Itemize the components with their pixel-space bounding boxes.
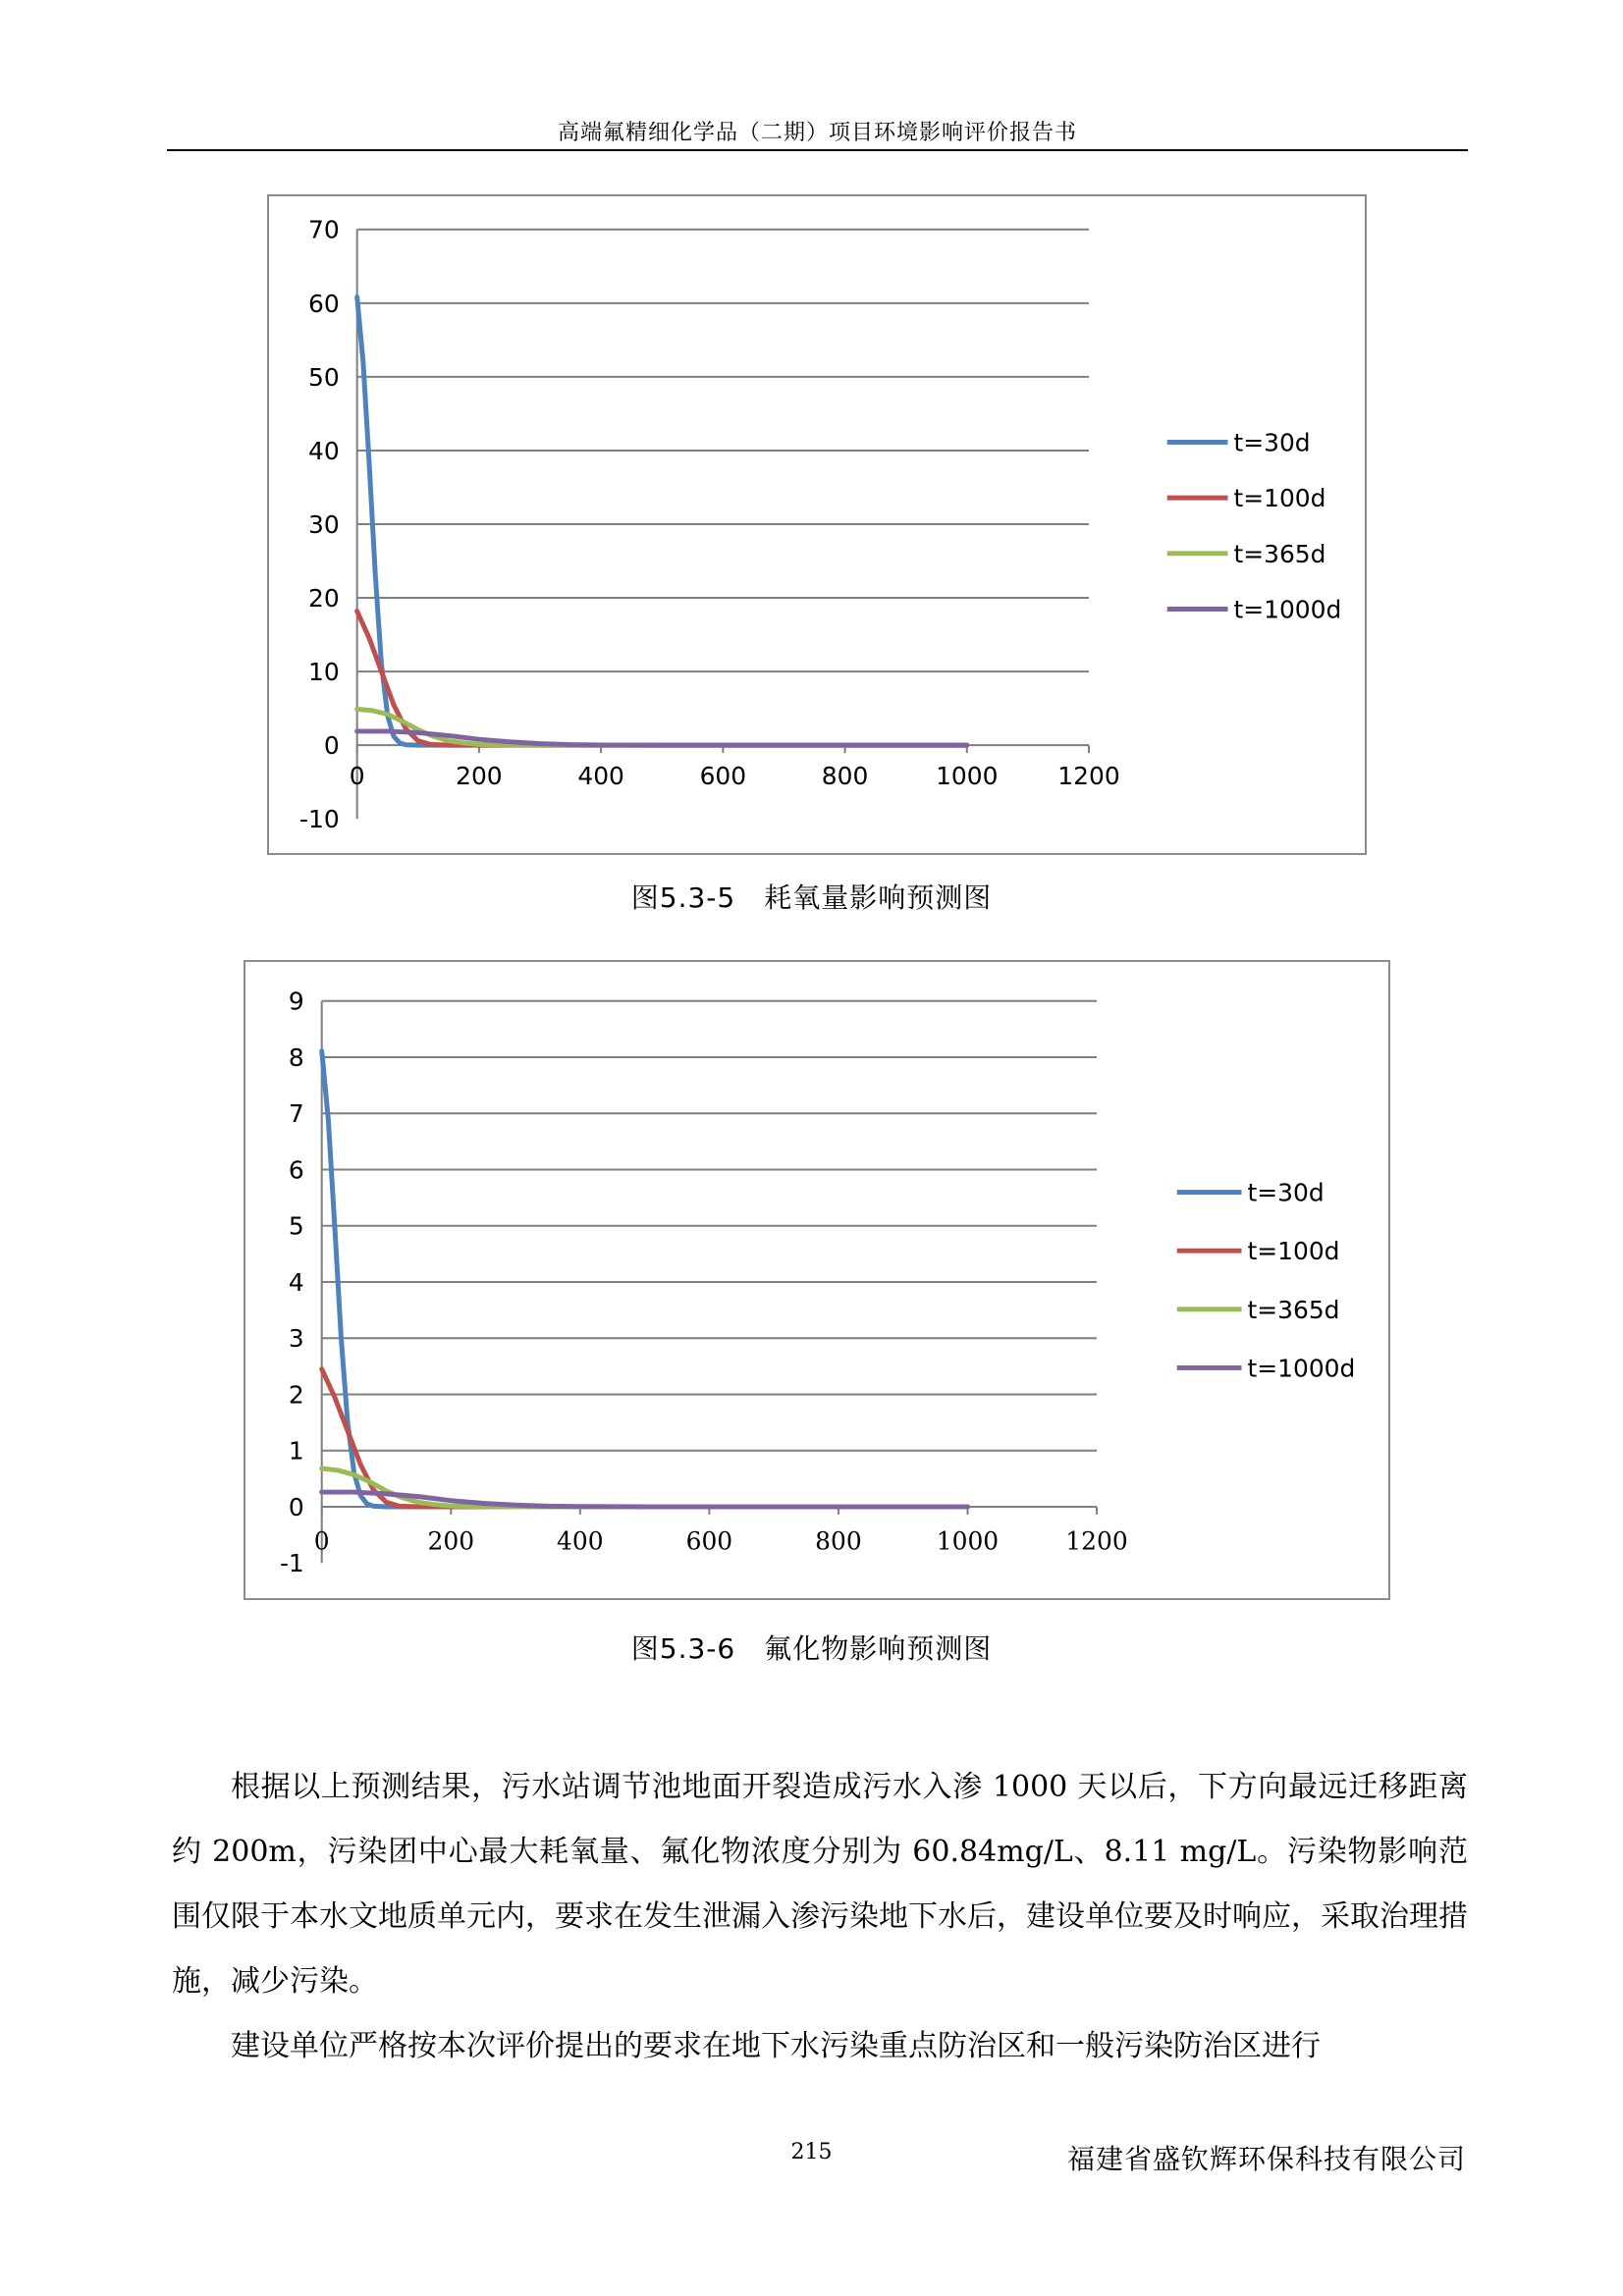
y-tick-label: 20 [308, 584, 340, 613]
legend-label: t=365d [1247, 1295, 1340, 1324]
header-rule [167, 149, 1468, 151]
y-tick-label: 1 [288, 1436, 304, 1466]
y-tick-label: 3 [288, 1324, 304, 1354]
running-header-title: 高端氟精细化学品（二期）项目环境影响评价报告书 [557, 121, 1077, 145]
series-line-t=30d [357, 297, 967, 746]
y-tick-label: -1 [279, 1549, 304, 1578]
legend-label: t=30d [1247, 1178, 1325, 1207]
y-tick-label: 40 [308, 436, 340, 465]
y-tick-label: 0 [288, 1492, 304, 1522]
y-tick-label: 60 [308, 289, 340, 318]
series-line-t=100d [322, 1369, 968, 1507]
y-tick-label: -10 [299, 805, 340, 834]
fluoride-prediction-chart [243, 960, 1390, 1600]
legend-label: t=1000d [1233, 595, 1342, 624]
x-tick-label: 1200 [1057, 761, 1120, 790]
legend-label: t=365d [1233, 539, 1326, 568]
x-tick-label: 600 [685, 1526, 733, 1556]
y-tick-label: 9 [288, 987, 304, 1016]
y-tick-label: 6 [288, 1155, 304, 1185]
legend-label: t=100d [1247, 1237, 1340, 1266]
y-tick-label: 70 [308, 215, 340, 244]
y-tick-label: 2 [288, 1380, 304, 1410]
y-tick-label: 5 [288, 1211, 304, 1241]
legend-label: t=1000d [1247, 1354, 1356, 1383]
figure-caption-5-3-6: 图5.3-6 氟化物影响预测图 [630, 1632, 993, 1665]
company-name: 福建省盛钦辉环保科技有限公司 [1066, 2143, 1466, 2175]
y-tick-label: 8 [288, 1042, 304, 1072]
x-tick-label: 1000 [936, 761, 999, 790]
y-tick-label: 0 [323, 731, 340, 761]
paragraph-construction-requirement: 建设单位严格按本次评价提出的要求在地下水污染重点防治区和一般污染防治区进行 [231, 2029, 1321, 2063]
x-tick-label: 0 [313, 1526, 330, 1556]
series-line-t=365d [322, 1468, 968, 1507]
y-tick-label: 50 [308, 362, 340, 392]
cod-chart-svg [269, 196, 1365, 853]
x-tick-label: 200 [427, 1526, 475, 1556]
cod-prediction-chart [267, 194, 1367, 855]
x-tick-label: 1000 [936, 1526, 1000, 1556]
fluoride-chart-svg [245, 962, 1388, 1598]
y-tick-label: 4 [288, 1267, 304, 1297]
body-text [172, 1755, 1468, 2079]
x-tick-label: 400 [557, 1526, 604, 1556]
page-number: 215 [790, 2140, 833, 2164]
x-tick-label: 200 [456, 761, 503, 790]
series-line-t=30d [322, 1051, 968, 1507]
figure-caption-5-3-5: 图5.3-5 耗氧量影响预测图 [630, 881, 993, 914]
series-line-t=365d [357, 709, 967, 745]
legend-label: t=30d [1233, 428, 1311, 457]
x-tick-label: 400 [577, 761, 624, 790]
x-tick-label: 0 [349, 761, 365, 790]
x-tick-label: 1200 [1065, 1526, 1128, 1556]
x-tick-label: 800 [821, 761, 869, 790]
legend-label: t=100d [1233, 484, 1326, 513]
x-tick-label: 600 [699, 761, 747, 790]
y-tick-label: 7 [288, 1099, 304, 1129]
paragraph-prediction-result: 根据以上预测结果，污水站调节池地面开裂造成污水入渗 1000 天以后，下方向最远迁移距离约 200m，污染团中心最大耗氧量、氟化物浓度分别为 60.84mg/L、8.11 mg/L。污染物影响范围仅限于本水文地质单元内，要求在发生泄漏入渗污染地下水后，建设单位要及时响应，采取治理措施，减少污染。 [172, 1770, 1468, 1999]
y-tick-label: 30 [308, 509, 340, 539]
series-line-t=100d [357, 612, 967, 746]
x-tick-label: 800 [815, 1526, 862, 1556]
y-tick-label: 10 [308, 658, 340, 687]
